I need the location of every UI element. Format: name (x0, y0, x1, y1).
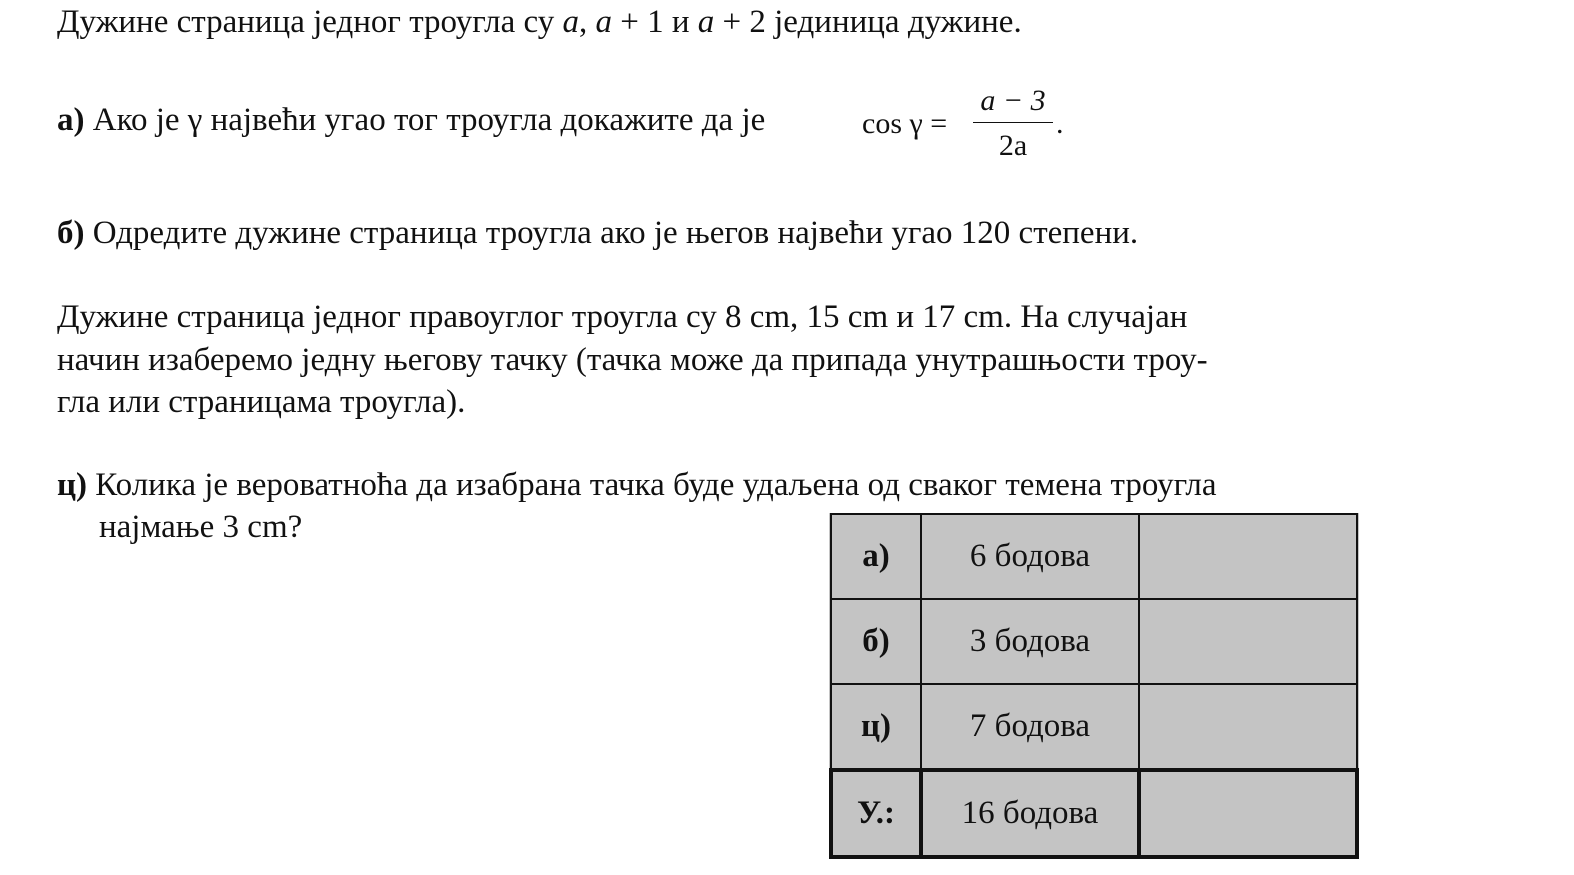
part-c-text-1: Колика је вероватноћа да изабрана тачка буде удаљена од сваког темена троугла (87, 467, 1217, 503)
table-row (831, 599, 1357, 684)
row-label: ц) (831, 684, 921, 770)
table-row-total (831, 770, 1357, 857)
period: . (1056, 107, 1064, 140)
fraction-denominator: 2a (998, 129, 1028, 162)
second-problem-line-3: гла или страницама троугла). (57, 384, 466, 420)
intro-plus-one: + 1 и (611, 4, 698, 40)
row-score[interactable] (1139, 599, 1357, 684)
row-points: 7 бодова (921, 684, 1139, 770)
fraction (973, 86, 1053, 161)
row-points: 16 бодова (921, 770, 1139, 857)
table-row (831, 684, 1357, 770)
part-b (57, 217, 1138, 250)
row-label: б) (831, 599, 921, 684)
var-a: a (595, 4, 612, 40)
part-b-label: б) (57, 215, 85, 251)
fraction-numerator: a − 3 (973, 86, 1053, 123)
second-problem-line-2: начин изаберемо једну његову тачку (тачка може да припада унутрашњости троу- (57, 342, 1208, 378)
intro-text: Дужине страница једног троугла су (57, 4, 563, 40)
part-b-text: Одредите дужине страница троугла ако је његов највећи угао 120 степени. (84, 215, 1139, 251)
row-points: 3 бодова (921, 599, 1139, 684)
part-c-text-2: најмање 3 cm? (99, 509, 303, 545)
part-c (57, 469, 1217, 502)
part-a (57, 104, 765, 137)
row-points: 6 бодова (921, 514, 1139, 599)
table-row (831, 514, 1357, 599)
var-a: a (562, 4, 579, 40)
part-a-text: Ако је γ највећи угао тог троугла докажите да је (84, 102, 766, 138)
part-a-label: а) (57, 102, 85, 138)
intro-comma: , (578, 4, 596, 40)
row-score[interactable] (1139, 514, 1357, 599)
row-score[interactable] (1139, 684, 1357, 770)
cos-gamma: cos γ = (862, 107, 948, 140)
second-problem-line-1: Дужине страница једног правоуглог троугла су 8 cm, 15 cm и 17 cm. На случајан (57, 299, 1188, 335)
row-score[interactable] (1139, 770, 1357, 857)
problem-intro (57, 6, 1022, 39)
part-c-label: ц) (57, 467, 88, 503)
var-a: a (697, 4, 715, 40)
row-label: а) (831, 514, 921, 599)
points-table (829, 513, 1359, 859)
intro-plus-two: + 2 јединица дужине. (714, 4, 1022, 40)
row-label: У.: (831, 770, 921, 857)
